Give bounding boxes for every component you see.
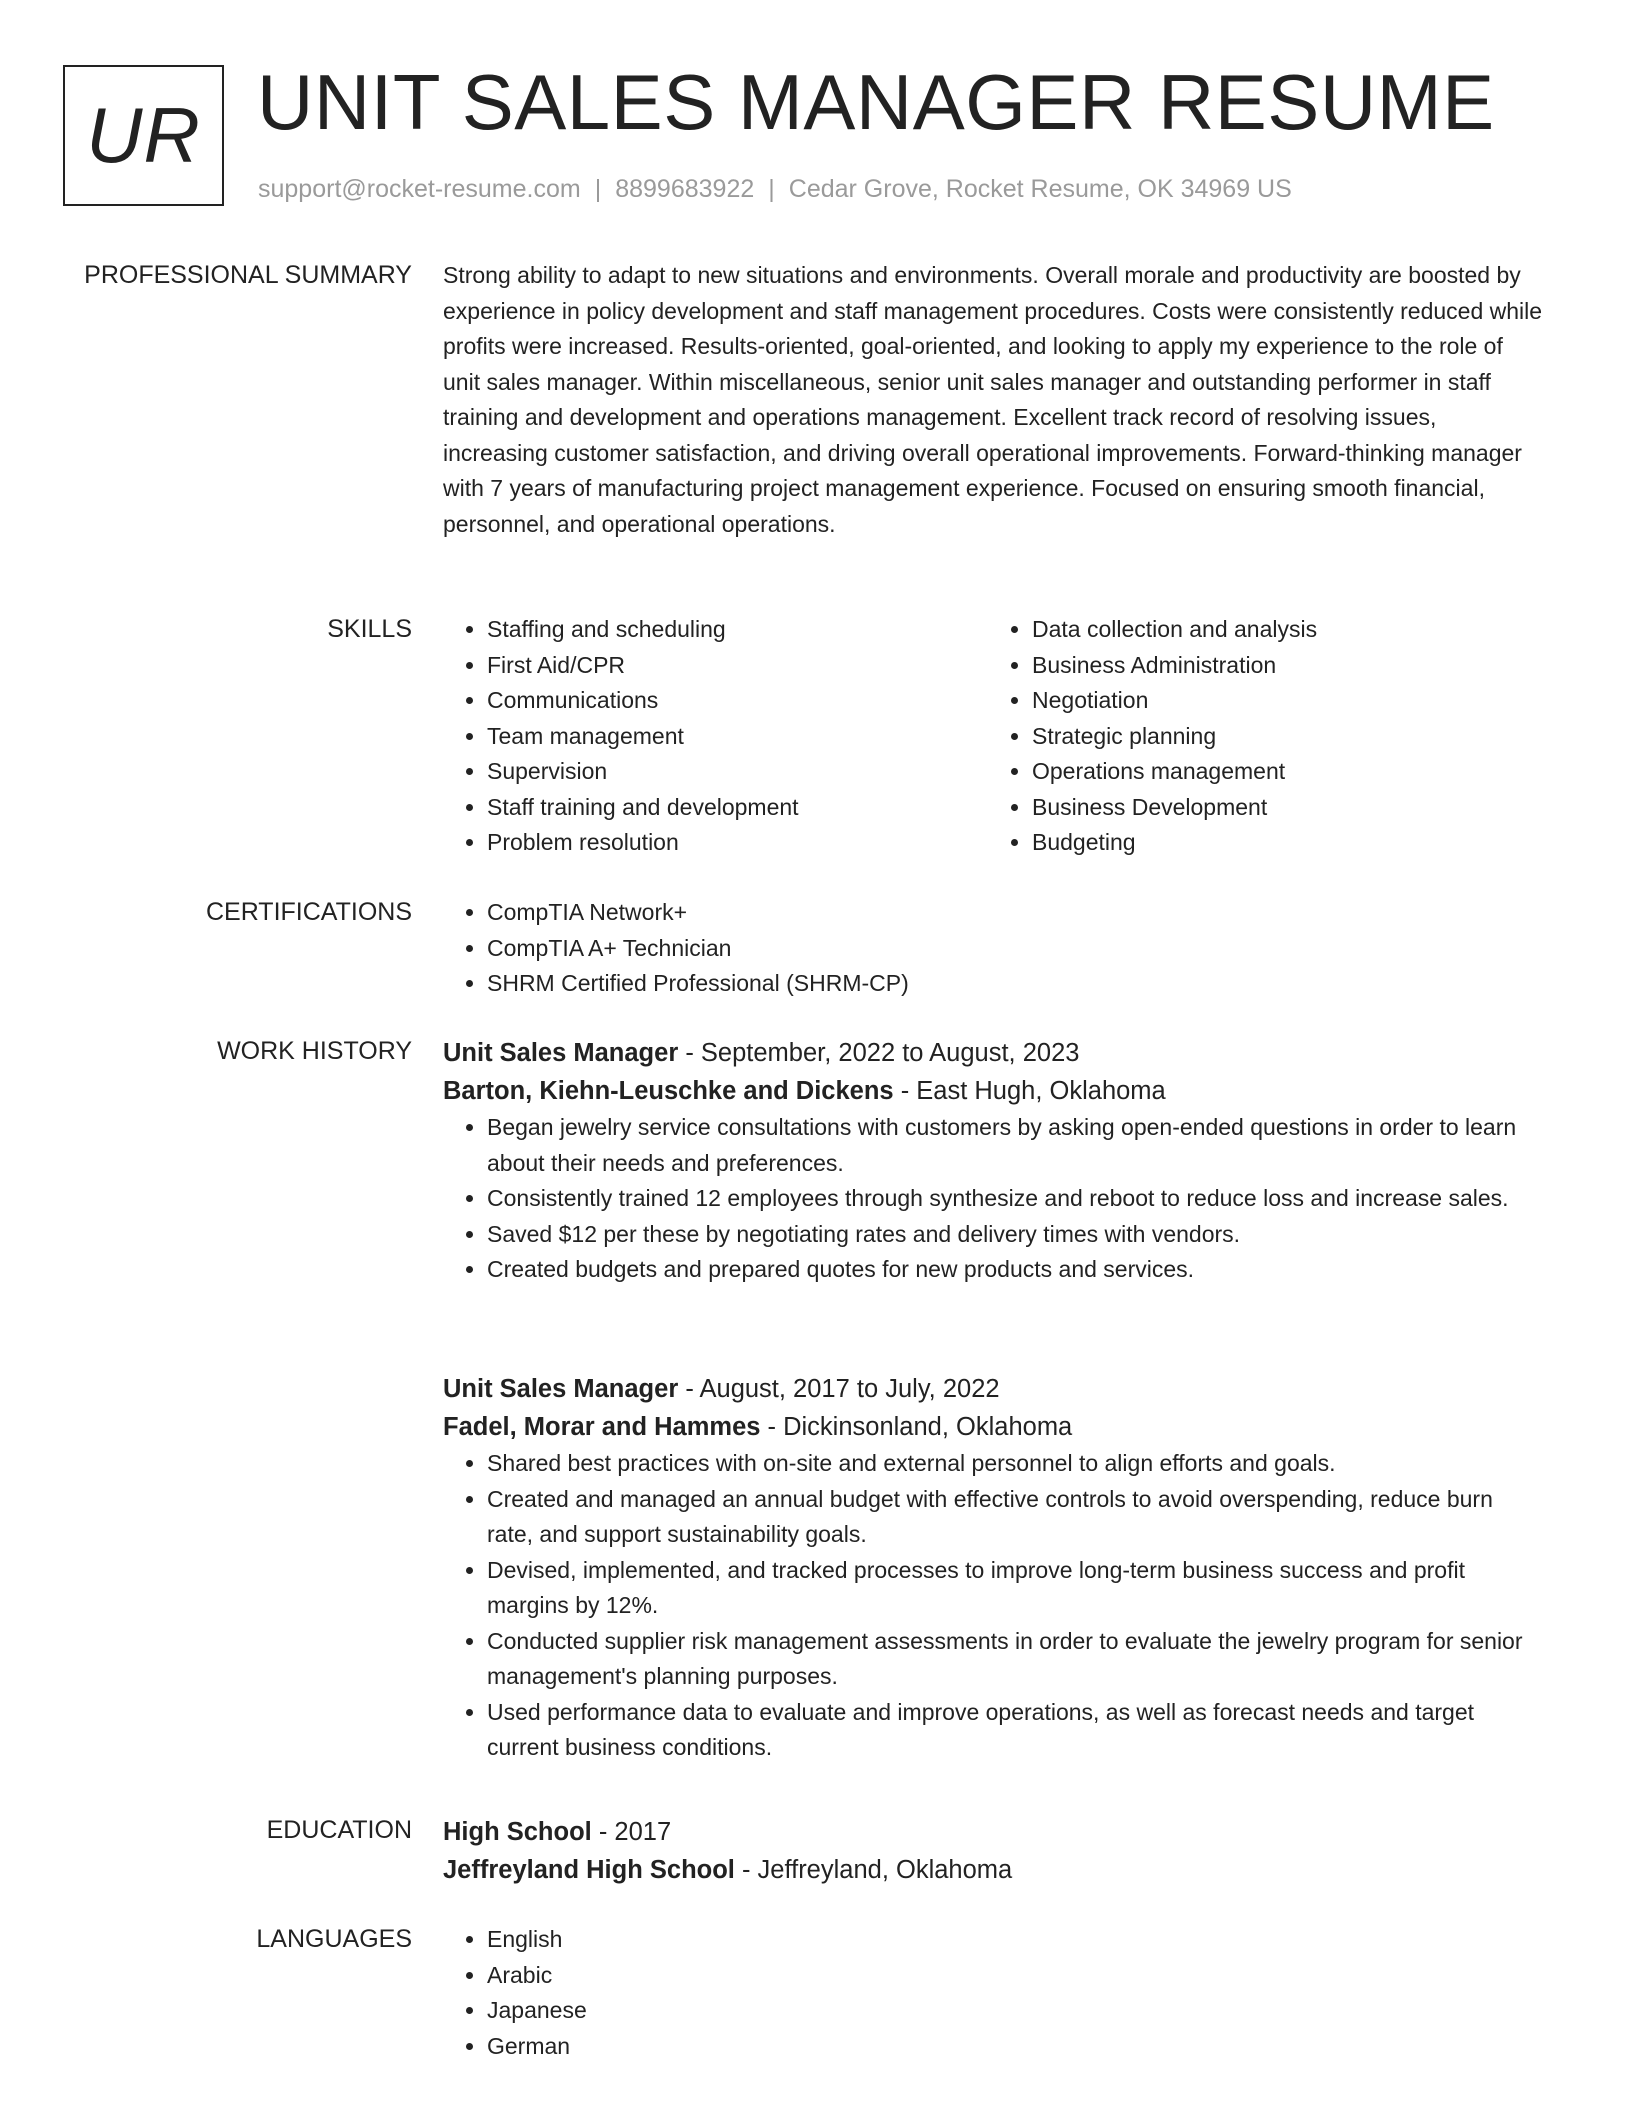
certification-item: • SHRM Certified Professional (SHRM-CP) xyxy=(487,966,1543,1002)
education-body xyxy=(443,1813,1543,1889)
section-label-certifications: CERTIFICATIONS xyxy=(205,898,412,926)
monogram-badge: UR xyxy=(63,65,224,206)
skill-item: • Problem resolution xyxy=(487,825,988,861)
skill-item: • Negotiation xyxy=(1032,683,1533,719)
skill-item: • Staff training and development xyxy=(487,790,988,826)
section-label-work-history: WORK HISTORY xyxy=(217,1037,412,1065)
languages-list xyxy=(443,1922,1543,2064)
job-company-line xyxy=(443,1072,1543,1110)
contact-phone[interactable]: 8899683922 xyxy=(615,175,755,203)
job-company-line xyxy=(443,1408,1543,1446)
job-company: Barton, Kiehn-Leuschke and Dickens xyxy=(443,1077,894,1105)
section-label-summary: PROFESSIONAL SUMMARY xyxy=(84,261,412,289)
job-location: - East Hugh, Oklahoma xyxy=(893,1077,1166,1105)
education-degree-line xyxy=(443,1813,1543,1851)
education-school-line xyxy=(443,1851,1543,1889)
job-bullet: • Consistently trained 12 employees through synthesize and reboot to reduce loss and increase sales. xyxy=(487,1181,1543,1217)
skill-item: • Business Administration xyxy=(1032,648,1533,684)
contact-separator: | xyxy=(768,175,775,203)
education-school: Jeffreyland High School xyxy=(443,1856,735,1884)
job-bullet: • Saved $12 per these by negotiating rates and delivery times with vendors. xyxy=(487,1217,1543,1253)
skill-item: • Budgeting xyxy=(1032,825,1533,861)
summary-text: Strong ability to adapt to new situations and environments. Overall morale and productivity are boosted by experience in policy development and staff management procedures. Costs were consistently reduced while profits were increased. Results-oriented, goal-oriented, and looking to apply my experience to the role of unit sales manager. Within miscellaneous, senior unit sales manager and outstanding performer in staff training and development and operations management. Excellent track record of resolving issues, increasing customer satisfaction, and driving overall operational improvements. Forward-thinking manager with 7 years of manufacturing project management experience. Focused on ensuring smooth financial, personnel, and operational operations. xyxy=(443,262,1543,537)
job-entry xyxy=(443,1370,1543,1766)
languages-body xyxy=(443,1922,1543,2064)
certifications-body xyxy=(443,895,1543,1002)
job-entry xyxy=(443,1034,1543,1288)
contact-line xyxy=(258,172,1292,206)
skill-item: • Supervision xyxy=(487,754,988,790)
section-label-education: EDUCATION xyxy=(266,1816,412,1844)
job-bullets xyxy=(443,1446,1543,1766)
job-title-line xyxy=(443,1034,1543,1072)
language-item: • Arabic xyxy=(487,1958,1543,1994)
job-bullet: • Devised, implemented, and tracked processes to improve long-term business success and profit margins by 12%. xyxy=(487,1553,1543,1624)
contact-email[interactable]: support@rocket-resume.com xyxy=(258,175,581,203)
certifications-list xyxy=(443,895,1543,1002)
skill-item: • Strategic planning xyxy=(1032,719,1533,755)
job-dates: - August, 2017 to July, 2022 xyxy=(678,1375,1000,1403)
education-year: - 2017 xyxy=(591,1818,672,1846)
job-bullet: • Used performance data to evaluate and improve operations, as well as forecast needs and target current business conditions. xyxy=(487,1695,1543,1766)
job-bullet: • Created and managed an annual budget with effective controls to avoid overspending, reduce burn rate, and support sustainability goals. xyxy=(487,1482,1543,1553)
section-label-languages: LANGUAGES xyxy=(256,1925,412,1953)
skill-item: • First Aid/CPR xyxy=(487,648,988,684)
job-bullets xyxy=(443,1110,1543,1288)
job-dates: - September, 2022 to August, 2023 xyxy=(678,1039,1080,1067)
resume-title: UNIT SALES MANAGER RESUME xyxy=(257,58,1495,146)
skills-column-right xyxy=(988,612,1533,861)
skills-list-left xyxy=(443,612,988,861)
contact-separator: | xyxy=(594,175,602,203)
skills-list-right xyxy=(988,612,1533,861)
certification-item: • CompTIA Network+ xyxy=(487,895,1543,931)
work-history-body xyxy=(443,1034,1543,1760)
job-company: Fadel, Morar and Hammes xyxy=(443,1413,761,1441)
skill-item: • Data collection and analysis xyxy=(1032,612,1533,648)
certification-item: • CompTIA A+ Technician xyxy=(487,931,1543,967)
skill-item: • Operations management xyxy=(1032,754,1533,790)
contact-address: Cedar Grove, Rocket Resume, OK 34969 US xyxy=(788,175,1292,203)
job-bullet: • Created budgets and prepared quotes for new products and services. xyxy=(487,1252,1543,1288)
skill-item: • Business Development xyxy=(1032,790,1533,826)
language-item: • English xyxy=(487,1922,1543,1958)
language-item: • German xyxy=(487,2029,1543,2065)
skills-column-left xyxy=(443,612,988,861)
section-label-skills: SKILLS xyxy=(327,615,412,643)
job-bullet: • Conducted supplier risk management assessments in order to evaluate the jewelry program for senior management's planning purposes. xyxy=(487,1624,1543,1695)
job-title: Unit Sales Manager xyxy=(443,1039,679,1067)
summary-body xyxy=(443,258,1543,542)
job-title-line xyxy=(443,1370,1543,1408)
skill-item: • Team management xyxy=(487,719,988,755)
skill-item: • Staffing and scheduling xyxy=(487,612,988,648)
skill-item: • Communications xyxy=(487,683,988,719)
job-bullet: • Began jewelry service consultations with customers by asking open-ended questions in order to learn about their needs and preferences. xyxy=(487,1110,1543,1181)
job-title: Unit Sales Manager xyxy=(443,1375,679,1403)
language-item: • Japanese xyxy=(487,1993,1543,2029)
job-location: - Dickinsonland, Oklahoma xyxy=(760,1413,1073,1441)
skills-body xyxy=(443,612,1543,861)
education-degree: High School xyxy=(443,1818,592,1846)
job-bullet: • Shared best practices with on-site and external personnel to align efforts and goals. xyxy=(487,1446,1543,1482)
skills-grid xyxy=(443,612,1543,861)
education-location: - Jeffreyland, Oklahoma xyxy=(734,1856,1013,1884)
